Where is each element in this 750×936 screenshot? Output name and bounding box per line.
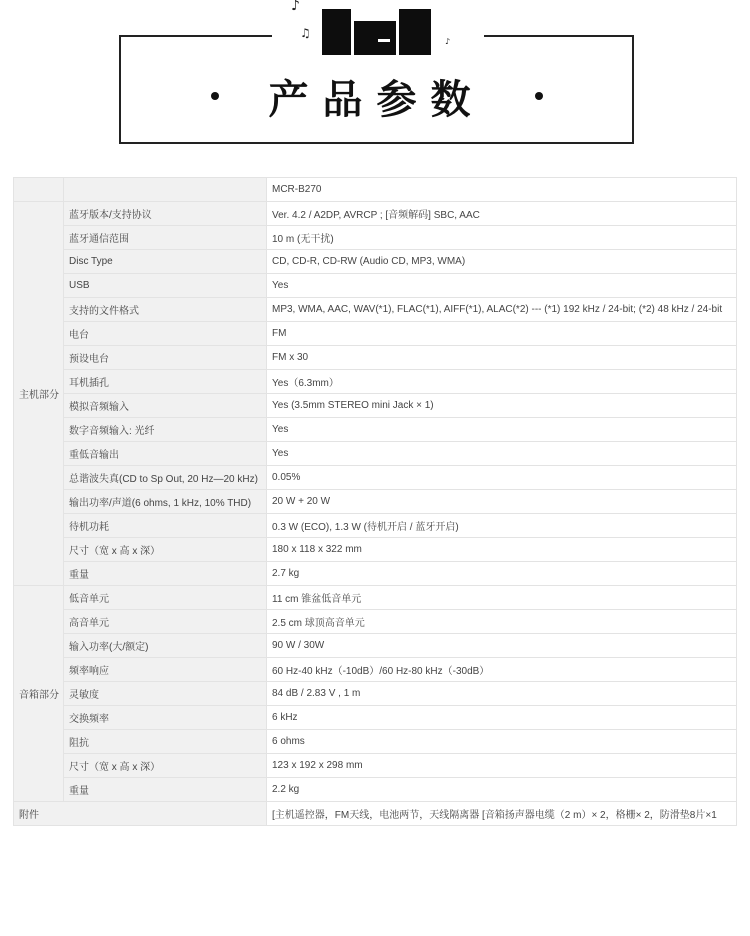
spec-label: 频率响应: [64, 658, 267, 682]
accessories-value: [主机遥控器，FM天线，电池两节，天线隔离器 [音箱扬声器电缆（2 m）× 2，格栅× 2，防滑垫8片×1: [267, 802, 737, 826]
table-row: [14, 202, 737, 226]
category-cell: 音箱部分: [14, 586, 64, 802]
table-row: [14, 682, 737, 706]
table-row: [14, 730, 737, 754]
spec-value: Ver. 4.2 / A2DP, AVRCP ; [音频解码] SBC, AAC: [267, 202, 737, 226]
table-row: [14, 634, 737, 658]
table-row: [14, 514, 737, 538]
spec-value: FM x 30: [267, 346, 737, 370]
table-row: [14, 586, 737, 610]
spec-value: FM: [267, 322, 737, 346]
spec-value: MP3, WMA, AAC, WAV(*1), FLAC(*1), AIFF(*1), ALAC(*2) --- (*1) 192 kHz / 24-bit; (*2) 48 kHz / 24-bit: [267, 298, 737, 322]
spec-value: 6 kHz: [267, 706, 737, 730]
spec-value: 20 W + 20 W: [267, 490, 737, 514]
spec-label: 尺寸（宽 x 高 x 深）: [64, 538, 267, 562]
spec-label: 高音单元: [64, 610, 267, 634]
table-row: [14, 178, 737, 202]
spec-value: 84 dB / 2.83 V , 1 m: [267, 682, 737, 706]
spec-value: 6 ohms: [267, 730, 737, 754]
spec-label: 尺寸（宽 x 高 x 深）: [64, 754, 267, 778]
spec-value: 2.2 kg: [267, 778, 737, 802]
spec-label: 模拟音频输入: [64, 394, 267, 418]
table-row: [14, 274, 737, 298]
table-row: [14, 658, 737, 682]
left-dot: [211, 92, 219, 100]
music-note-icon: ♪: [445, 37, 451, 46]
table-row: [14, 802, 737, 826]
spec-value: 60 Hz-40 kHz（-10dB）/60 Hz-80 kHz（-30dB）: [267, 658, 737, 682]
spec-value: 2.7 kg: [267, 562, 737, 586]
table-row: [14, 562, 737, 586]
table-row: [14, 226, 737, 250]
table-row: [14, 418, 737, 442]
spec-label: 输出功率/声道(6 ohms, 1 kHz, 10% THD): [64, 490, 267, 514]
table-row: [14, 754, 737, 778]
category-cell: 主机部分: [14, 202, 64, 586]
table-row: [14, 298, 737, 322]
spec-label: 总谐波失真(CD to Sp Out, 20 Hz—20 kHz): [64, 466, 267, 490]
table-row: [14, 370, 737, 394]
table-row: [14, 250, 737, 274]
model-value: MCR-B270: [267, 178, 737, 202]
table-row: [14, 322, 737, 346]
spec-label: 数字音频输入: 光纤: [64, 418, 267, 442]
spec-label: Disc Type: [64, 250, 267, 274]
spec-label: 电台: [64, 322, 267, 346]
page-title: 产品参数: [268, 76, 485, 123]
spec-value: Yes（6.3mm）: [267, 370, 737, 394]
spec-value: 0.05%: [267, 466, 737, 490]
title-row: [119, 70, 634, 122]
table-row: [14, 346, 737, 370]
spec-value: 11 cm 锥盆低音单元: [267, 586, 737, 610]
spec-value: 90 W / 30W: [267, 634, 737, 658]
spec-value: 0.3 W (ECO), 1.3 W (待机开启 / 蓝牙开启): [267, 514, 737, 538]
spec-label: 输入功率(大/额定): [64, 634, 267, 658]
spec-label: 重量: [64, 562, 267, 586]
spec-label: USB: [64, 274, 267, 298]
spec-value: 2.5 cm 球顶高音单元: [267, 610, 737, 634]
table-row: [14, 706, 737, 730]
spec-value: 10 m (无干扰): [267, 226, 737, 250]
music-note-icon: ♪: [291, 0, 300, 14]
spec-value: 180 x 118 x 322 mm: [267, 538, 737, 562]
spec-label: 低音单元: [64, 586, 267, 610]
table-row: [14, 538, 737, 562]
music-note-icon: ♫: [300, 26, 311, 40]
label-cell: [64, 178, 267, 202]
spec-label: 耳机插孔: [64, 370, 267, 394]
spec-label: 蓝牙通信范围: [64, 226, 267, 250]
spec-value: Yes: [267, 274, 737, 298]
spec-label: 灵敏度: [64, 682, 267, 706]
table-row: [14, 466, 737, 490]
category-cell: [14, 178, 64, 202]
table-row: [14, 394, 737, 418]
spec-label: 阻抗: [64, 730, 267, 754]
spec-value: Yes (3.5mm STEREO mini Jack × 1): [267, 394, 737, 418]
spec-label: 支持的文件格式: [64, 298, 267, 322]
table-row: [14, 490, 737, 514]
table-row: [14, 610, 737, 634]
spec-value: 123 x 192 x 298 mm: [267, 754, 737, 778]
spec-label: 预设电台: [64, 346, 267, 370]
table-row: [14, 778, 737, 802]
spec-label: 交换频率: [64, 706, 267, 730]
category-cell: 附件: [14, 802, 267, 826]
spec-label: 重量: [64, 778, 267, 802]
spec-label: 蓝牙版本/支持协议: [64, 202, 267, 226]
spec-label: 待机功耗: [64, 514, 267, 538]
spec-value: CD, CD-R, CD-RW (Audio CD, MP3, WMA): [267, 250, 737, 274]
spec-value: Yes: [267, 418, 737, 442]
spec-value: Yes: [267, 442, 737, 466]
right-dot: [535, 92, 543, 100]
spec-label: 重低音输出: [64, 442, 267, 466]
table-row: [14, 442, 737, 466]
spec-table: [13, 177, 737, 826]
